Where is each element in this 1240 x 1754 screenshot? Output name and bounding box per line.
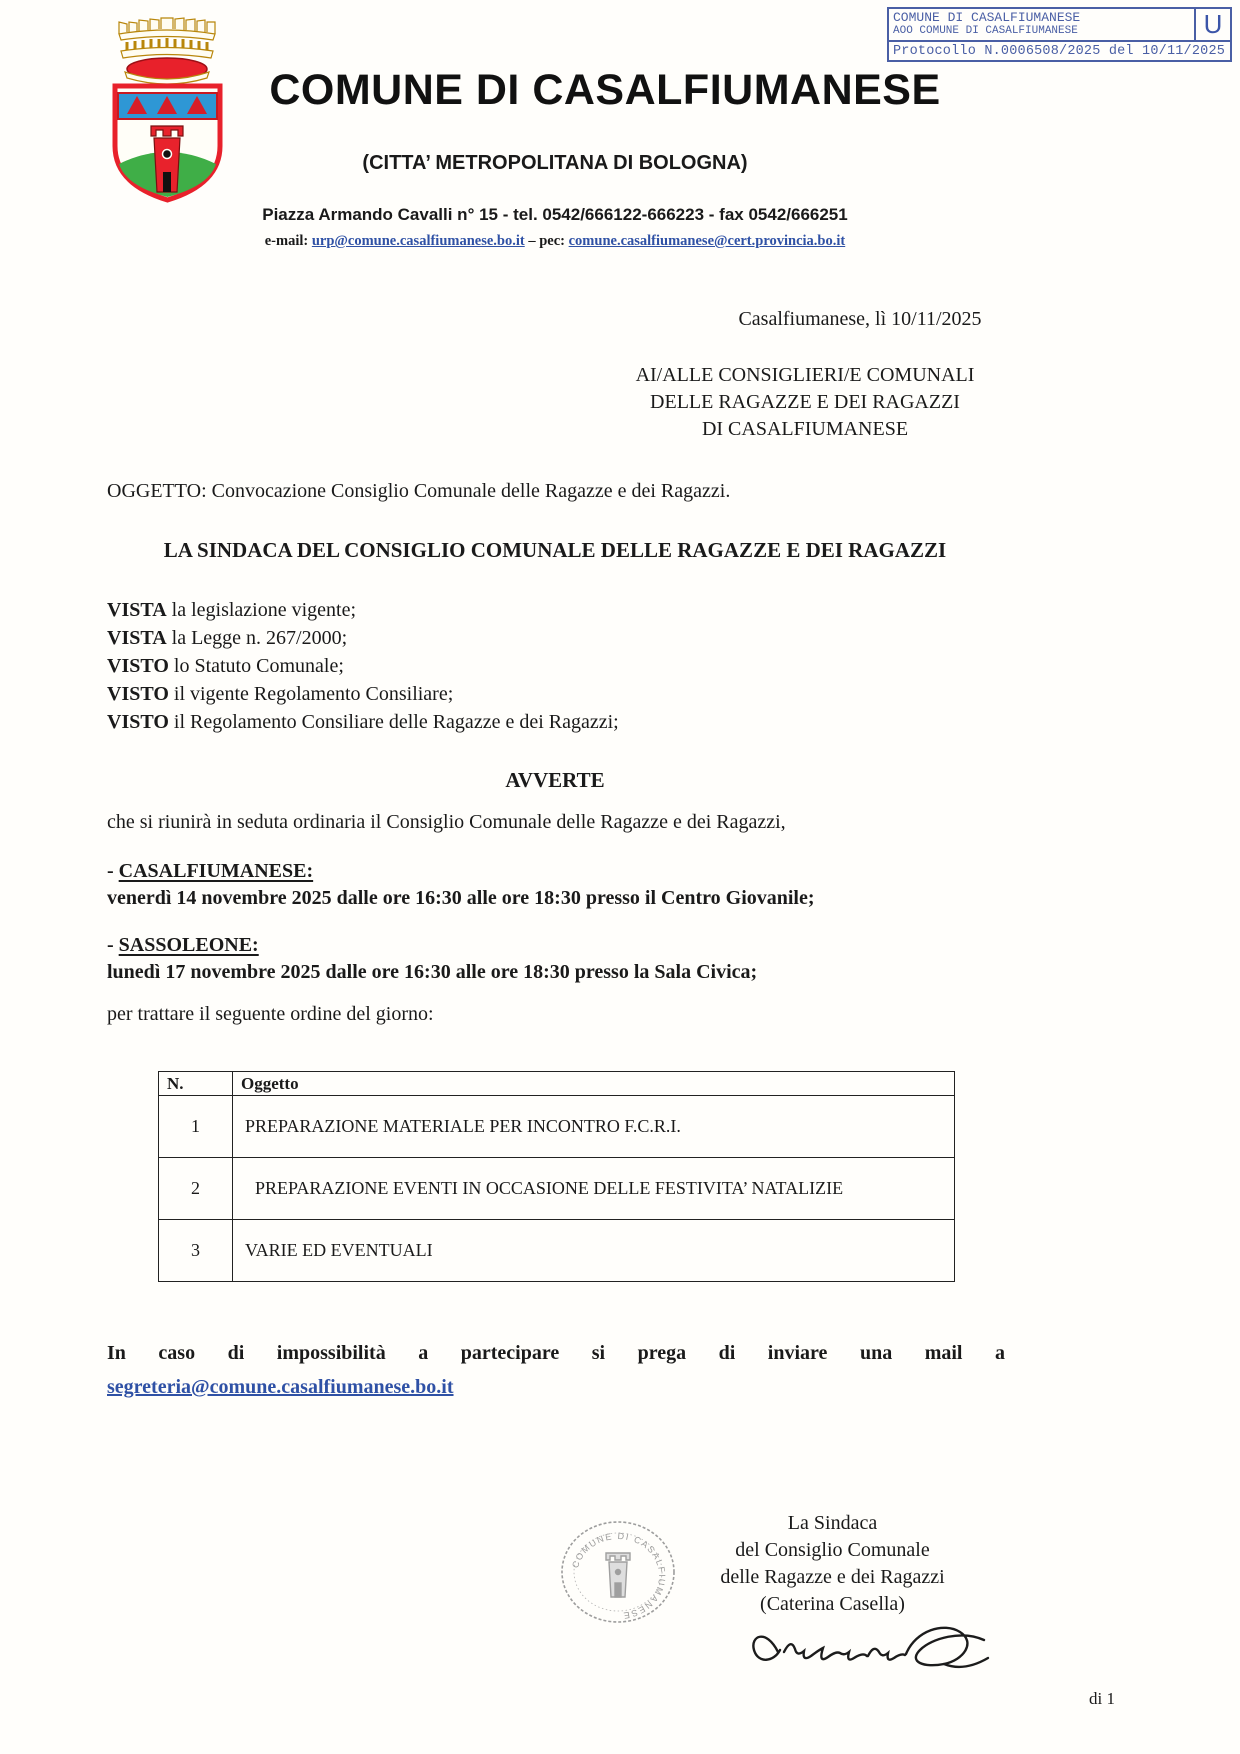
subject-line: OGGETTO: Convocazione Consiglio Comunale delle Ragazze e dei Ragazzi. <box>107 480 731 502</box>
closing-text: In caso di impossibilità a partecipare si prega di inviare una mail a <box>107 1342 1005 1364</box>
stamp-tower-icon <box>606 1553 630 1597</box>
session-place: SASSOLEONE: <box>118 934 259 956</box>
closing-paragraph <box>107 1336 1005 1404</box>
premises-list <box>107 596 619 736</box>
email-label: e-mail: <box>264 233 309 249</box>
municipality-subtitle: (CITTA’ METROPOLITANA DI BOLOGNA) <box>362 152 748 174</box>
protocol-entity-name: COMUNE DI CASALFIUMANESE <box>893 10 1081 25</box>
announce-paragraph: che si riunirà in seduta ordinaria il Consiglio Comunale delle Ragazze e dei Ragazzi, <box>107 811 786 833</box>
premise-line: VISTO lo Statuto Comunale; <box>107 655 344 677</box>
table-header-row <box>159 1072 955 1096</box>
table-row: 3 VARIE ED EVENTUALI <box>159 1220 955 1282</box>
column-header-oggetto: Oggetto <box>233 1072 955 1096</box>
page-number: di 1 <box>1089 1689 1115 1708</box>
session-details: lunedì 17 novembre 2025 dalle ore 16:30 alle ore 18:30 presso la Sala Civica; <box>107 961 758 983</box>
session-details: venerdì 14 novembre 2025 dalle ore 16:30 alle ore 18:30 presso il Centro Giovanile; <box>107 887 815 909</box>
email-contact-line <box>115 233 995 250</box>
signature-line: La Sindaca <box>787 1512 878 1534</box>
signature-line: delle Ragazze e dei Ragazzi <box>720 1566 945 1588</box>
premise-line: VISTO il Regolamento Consiliare delle Ragazze e dei Ragazzi; <box>107 711 619 733</box>
date-line: Casalfiumanese, lì 10/11/2025 <box>738 308 982 330</box>
segreteria-email-link[interactable]: segreteria@comune.casalfiumanese.bo.it <box>107 1376 454 1398</box>
agenda-intro: per trattare il seguente ordine del giorno: <box>107 1003 434 1025</box>
protocol-doc-type: U <box>1194 9 1230 40</box>
protocol-stamp-box <box>887 7 1232 62</box>
table-row: 2 PREPARAZIONE EVENTI IN OCCASIONE DELLE FESTIVITA’ NATALIZIE <box>159 1158 955 1220</box>
issuer-heading: LA SINDACA DEL CONSIGLIO COMUNALE DELLE RAGAZZE E DEI RAGAZZI <box>163 538 947 562</box>
round-ink-stamp <box>558 1517 678 1627</box>
premise-line: VISTO il vigente Regolamento Consiliare; <box>107 683 454 705</box>
session-casalfiumanese: - CASALFIUMANESE: venerdì 14 novembre 2025 dalle ore 16:30 alle ore 18:30 presso il Centro Giovanile; <box>107 858 815 912</box>
recipient-line: AI/ALLE CONSIGLIERI/E COMUNALI <box>635 364 975 386</box>
stamp-circular-text: COMUNE DI CASALFIUMANESE <box>570 1530 668 1621</box>
pec-label: – pec: <box>528 233 565 249</box>
protocol-number: Protocollo N.0006508/2025 del 10/11/2025 <box>893 43 1226 59</box>
pec-email-link[interactable]: comune.casalfiumanese@cert.provincia.bo.it <box>568 233 846 249</box>
recipients-block <box>555 362 1055 443</box>
handwritten-signature <box>748 1600 993 1682</box>
address-contact-line: Piazza Armando Cavalli n° 15 - tel. 0542/666122-666223 - fax 0542/666251 <box>262 205 848 224</box>
column-header-n: N. <box>159 1072 233 1096</box>
agenda-table <box>158 1071 955 1282</box>
table-row: 1 PREPARAZIONE MATERIALE PER INCONTRO F.C.R.I. <box>159 1096 955 1158</box>
recipient-line: DELLE RAGAZZE E DEI RAGAZZI <box>650 391 960 413</box>
signature-line: (Caterina Casella) <box>760 1593 905 1615</box>
signature-line: del Consiglio Comunale <box>735 1539 930 1561</box>
recipient-line: DI CASALFIUMANESE <box>701 418 909 440</box>
municipality-title: COMUNE DI CASALFIUMANESE <box>269 66 941 114</box>
protocol-aoo-name: AOO COMUNE DI CASALFIUMANESE <box>893 25 1078 37</box>
premise-line: VISTA la Legge n. 267/2000; <box>107 627 348 649</box>
crown-icon <box>119 18 215 58</box>
session-place: CASALFIUMANESE: <box>118 860 314 882</box>
session-sassoleone: - SASSOLEONE: lunedì 17 novembre 2025 dalle ore 16:30 alle ore 18:30 presso la Sala Civica; <box>107 932 757 986</box>
urp-email-link[interactable]: urp@comune.casalfiumanese.bo.it <box>311 233 525 249</box>
premise-line: VISTA la legislazione vigente; <box>107 599 357 621</box>
announce-word: AVVERTE <box>505 768 605 792</box>
